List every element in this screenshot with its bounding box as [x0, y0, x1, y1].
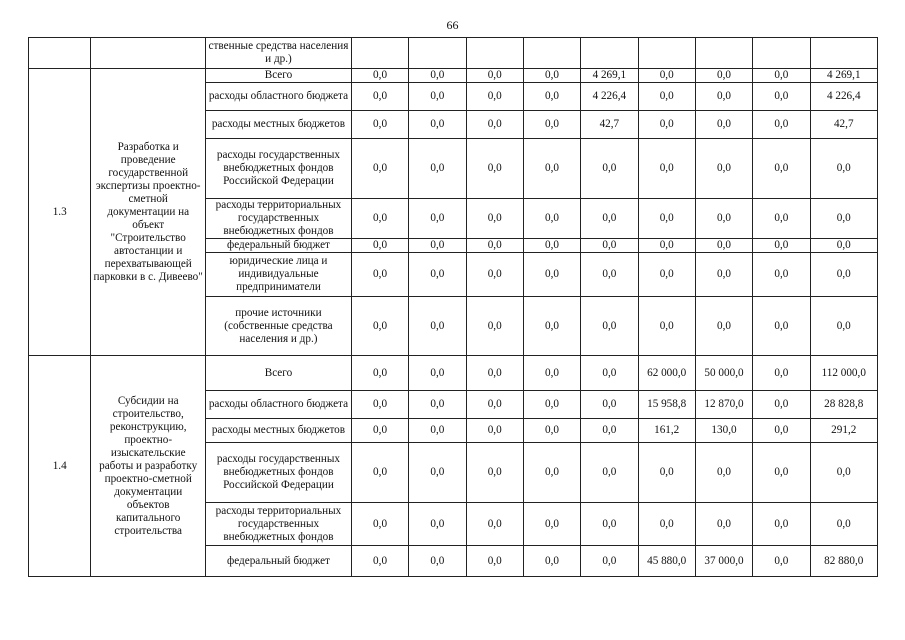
- funding-source: Всего: [206, 356, 352, 391]
- value-cell: 0,0: [351, 546, 408, 577]
- empty-cell: [810, 38, 878, 69]
- value-cell: 0,0: [810, 239, 878, 253]
- value-cell: 0,0: [810, 443, 878, 503]
- value-cell: 0,0: [810, 503, 878, 546]
- value-cell: 0,0: [409, 419, 466, 443]
- value-cell: 4 226,4: [581, 83, 638, 111]
- value-cell: 161,2: [638, 419, 695, 443]
- value-cell: 0,0: [409, 297, 466, 356]
- empty-cell: [91, 38, 206, 69]
- value-cell: 0,0: [466, 253, 523, 297]
- funding-source: юридические лица и индивидуальные предприниматели: [206, 253, 352, 297]
- value-cell: 12 870,0: [695, 391, 752, 419]
- value-cell: 0,0: [753, 391, 810, 419]
- value-cell: 0,0: [466, 239, 523, 253]
- empty-cell: [409, 38, 466, 69]
- value-cell: 0,0: [810, 139, 878, 199]
- funding-source: расходы территориальных государственных внебюджетных фондов: [206, 503, 352, 546]
- value-cell: 0,0: [753, 546, 810, 577]
- funding-source: федеральный бюджет: [206, 546, 352, 577]
- value-cell: 0,0: [409, 253, 466, 297]
- value-cell: 0,0: [409, 503, 466, 546]
- value-cell: 0,0: [695, 503, 752, 546]
- item-description: Разработка и проведение государственной экспертизы проектно-сметной документации на объект "Строительство автостанции и перехватывающей парковки в с. Дивеево": [91, 69, 206, 356]
- source-cell: ственные средства населения и др.): [206, 38, 352, 69]
- value-cell: 0,0: [753, 419, 810, 443]
- carryover-row: [29, 38, 878, 69]
- value-cell: 0,0: [466, 419, 523, 443]
- value-cell: 0,0: [638, 199, 695, 239]
- value-cell: 0,0: [409, 239, 466, 253]
- value-cell: 15 958,8: [638, 391, 695, 419]
- value-cell: 0,0: [523, 546, 580, 577]
- value-cell: 0,0: [581, 297, 638, 356]
- funding-source: расходы территориальных государственных внебюджетных фондов: [206, 199, 352, 239]
- value-cell: 0,0: [409, 111, 466, 139]
- value-cell: 0,0: [466, 83, 523, 111]
- value-cell: 0,0: [523, 253, 580, 297]
- item-number: 1.3: [29, 69, 91, 356]
- empty-cell: [29, 38, 91, 69]
- value-cell: 0,0: [351, 391, 408, 419]
- value-cell: 0,0: [466, 391, 523, 419]
- value-cell: 0,0: [351, 503, 408, 546]
- page-number: 66: [446, 18, 459, 32]
- value-cell: 0,0: [523, 111, 580, 139]
- value-cell: 0,0: [523, 83, 580, 111]
- value-cell: 0,0: [695, 253, 752, 297]
- value-cell: 0,0: [695, 199, 752, 239]
- value-cell: 0,0: [409, 83, 466, 111]
- value-cell: 0,0: [351, 443, 408, 503]
- value-cell: 0,0: [753, 199, 810, 239]
- value-cell: 42,7: [810, 111, 878, 139]
- value-cell: 0,0: [753, 356, 810, 391]
- value-cell: 0,0: [409, 199, 466, 239]
- value-cell: 0,0: [351, 239, 408, 253]
- value-cell: 0,0: [351, 419, 408, 443]
- value-cell: 0,0: [523, 503, 580, 546]
- empty-cell: [466, 38, 523, 69]
- value-cell: 0,0: [466, 199, 523, 239]
- value-cell: 62 000,0: [638, 356, 695, 391]
- value-cell: 291,2: [810, 419, 878, 443]
- value-cell: 0,0: [523, 443, 580, 503]
- empty-cell: [638, 38, 695, 69]
- funding-source: федеральный бюджет: [206, 239, 352, 253]
- value-cell: 0,0: [409, 356, 466, 391]
- value-cell: 50 000,0: [695, 356, 752, 391]
- value-cell: 0,0: [466, 503, 523, 546]
- value-cell: 0,0: [753, 503, 810, 546]
- value-cell: 0,0: [638, 443, 695, 503]
- value-cell: 82 880,0: [810, 546, 878, 577]
- value-cell: 0,0: [638, 69, 695, 83]
- value-cell: 0,0: [753, 111, 810, 139]
- value-cell: 0,0: [753, 253, 810, 297]
- value-cell: 0,0: [638, 111, 695, 139]
- value-cell: 0,0: [753, 139, 810, 199]
- value-cell: 4 269,1: [581, 69, 638, 83]
- value-cell: 0,0: [638, 253, 695, 297]
- value-cell: 0,0: [810, 297, 878, 356]
- value-cell: 0,0: [581, 239, 638, 253]
- value-cell: 0,0: [523, 239, 580, 253]
- empty-cell: [351, 38, 408, 69]
- value-cell: 112 000,0: [810, 356, 878, 391]
- value-cell: 0,0: [351, 139, 408, 199]
- funding-source: расходы областного бюджета: [206, 83, 352, 111]
- value-cell: 0,0: [523, 419, 580, 443]
- value-cell: 0,0: [638, 297, 695, 356]
- value-cell: 0,0: [753, 443, 810, 503]
- value-cell: 0,0: [695, 443, 752, 503]
- value-cell: 0,0: [466, 69, 523, 83]
- value-cell: 0,0: [695, 297, 752, 356]
- value-cell: 0,0: [351, 69, 408, 83]
- value-cell: 0,0: [581, 503, 638, 546]
- value-cell: 0,0: [351, 297, 408, 356]
- empty-cell: [695, 38, 752, 69]
- value-cell: 0,0: [753, 297, 810, 356]
- value-cell: 0,0: [409, 391, 466, 419]
- value-cell: 0,0: [695, 139, 752, 199]
- value-cell: 0,0: [351, 199, 408, 239]
- value-cell: 130,0: [695, 419, 752, 443]
- value-cell: 0,0: [638, 83, 695, 111]
- value-cell: 37 000,0: [695, 546, 752, 577]
- value-cell: 0,0: [581, 356, 638, 391]
- value-cell: 0,0: [351, 253, 408, 297]
- value-cell: 0,0: [695, 111, 752, 139]
- value-cell: 0,0: [695, 239, 752, 253]
- empty-cell: [753, 38, 810, 69]
- value-cell: 0,0: [523, 69, 580, 83]
- value-cell: 0,0: [695, 83, 752, 111]
- value-cell: 42,7: [581, 111, 638, 139]
- value-cell: 0,0: [466, 356, 523, 391]
- value-cell: 0,0: [466, 111, 523, 139]
- table-row: [29, 356, 878, 391]
- empty-cell: [581, 38, 638, 69]
- value-cell: 0,0: [638, 503, 695, 546]
- funding-source: расходы местных бюджетов: [206, 111, 352, 139]
- value-cell: 0,0: [581, 546, 638, 577]
- funding-source: расходы областного бюджета: [206, 391, 352, 419]
- value-cell: 28 828,8: [810, 391, 878, 419]
- value-cell: 0,0: [409, 139, 466, 199]
- value-cell: 0,0: [581, 253, 638, 297]
- value-cell: 0,0: [351, 83, 408, 111]
- value-cell: 0,0: [581, 419, 638, 443]
- value-cell: 0,0: [466, 297, 523, 356]
- table-row: [29, 69, 878, 83]
- funding-table: [28, 37, 878, 577]
- value-cell: 0,0: [581, 391, 638, 419]
- value-cell: 45 880,0: [638, 546, 695, 577]
- value-cell: 0,0: [409, 443, 466, 503]
- value-cell: 0,0: [466, 443, 523, 503]
- value-cell: 0,0: [810, 253, 878, 297]
- value-cell: 0,0: [409, 546, 466, 577]
- value-cell: 0,0: [466, 139, 523, 199]
- value-cell: 0,0: [753, 83, 810, 111]
- value-cell: 0,0: [466, 546, 523, 577]
- empty-cell: [523, 38, 580, 69]
- value-cell: 0,0: [523, 356, 580, 391]
- funding-source: прочие источники (собственные средства населения и др.): [206, 297, 352, 356]
- item-number: 1.4: [29, 356, 91, 577]
- value-cell: 0,0: [753, 239, 810, 253]
- value-cell: 0,0: [581, 443, 638, 503]
- value-cell: 4 226,4: [810, 83, 878, 111]
- value-cell: 0,0: [581, 139, 638, 199]
- value-cell: 0,0: [638, 239, 695, 253]
- value-cell: 0,0: [810, 199, 878, 239]
- value-cell: 0,0: [351, 356, 408, 391]
- funding-source: расходы государственных внебюджетных фондов Российской Федерации: [206, 139, 352, 199]
- funding-source: расходы местных бюджетов: [206, 419, 352, 443]
- value-cell: 0,0: [695, 69, 752, 83]
- value-cell: 0,0: [523, 297, 580, 356]
- value-cell: 0,0: [351, 111, 408, 139]
- value-cell: 0,0: [581, 199, 638, 239]
- funding-source: Всего: [206, 69, 352, 83]
- table-body: [29, 38, 878, 577]
- value-cell: 0,0: [638, 139, 695, 199]
- value-cell: 4 269,1: [810, 69, 878, 83]
- value-cell: 0,0: [523, 139, 580, 199]
- value-cell: 0,0: [523, 199, 580, 239]
- item-description: Субсидии на строительство, реконструкцию, проектно-изыскательские работы и разработку проектно-сметной документации объектов капитального строительства: [91, 356, 206, 577]
- value-cell: 0,0: [753, 69, 810, 83]
- value-cell: 0,0: [523, 391, 580, 419]
- value-cell: 0,0: [409, 69, 466, 83]
- funding-source: расходы государственных внебюджетных фондов Российской Федерации: [206, 443, 352, 503]
